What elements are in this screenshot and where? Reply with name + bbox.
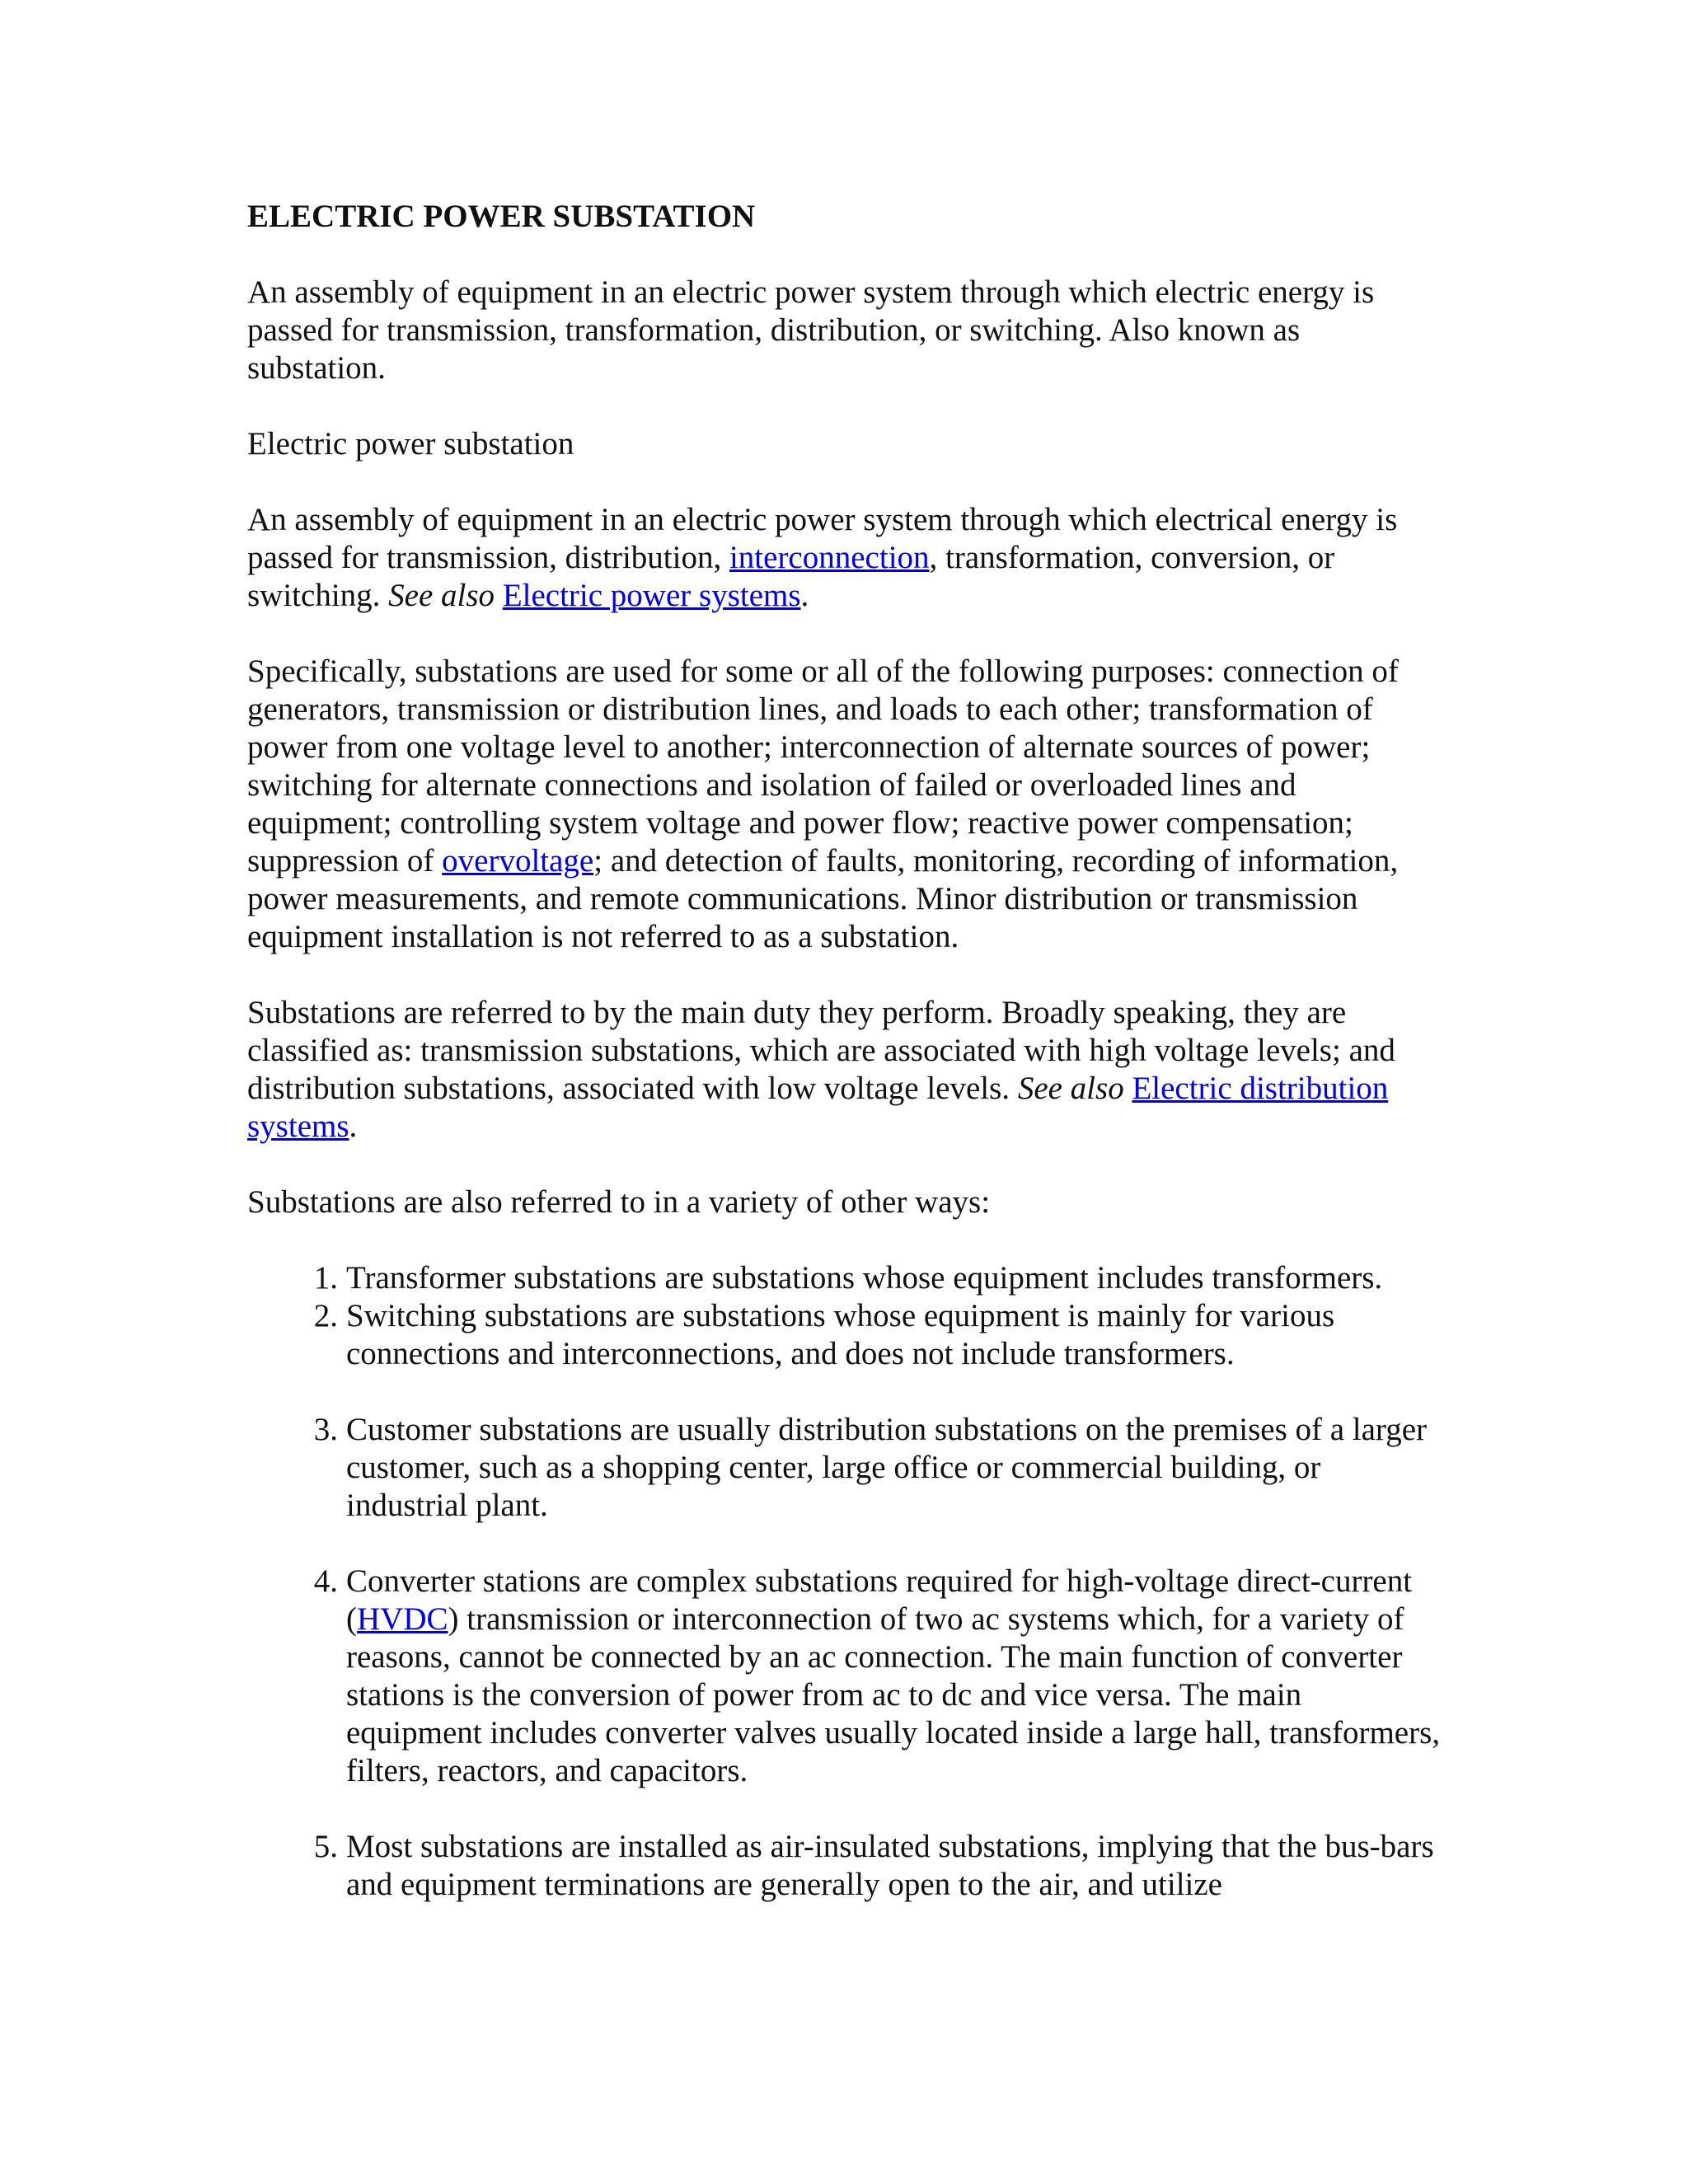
list-item <box>247 1297 1442 1373</box>
list-number: 1. <box>313 1260 338 1296</box>
link-hvdc[interactable]: HVDC <box>357 1601 448 1637</box>
short-definition: An assembly of equipment in an electric power system through which electric energy is passed for transmission, transformation, distribution, or switching. Also known as substation. <box>247 274 1375 386</box>
list-number: 3. <box>313 1412 338 1447</box>
paragraph-classification <box>247 994 1442 1146</box>
text-run: . <box>349 1108 358 1144</box>
paragraph-other-ways: Substations are also referred to in a variety of other ways: <box>247 1184 991 1220</box>
list-number: 2. <box>313 1298 338 1333</box>
see-also-label: See also <box>388 578 495 613</box>
text-run <box>495 578 503 613</box>
list-item-text: Customer substations are usually distribution substations on the premises of a larger customer, such as a shopping center, large office or commercial building, or industrial plant. <box>346 1412 1428 1523</box>
document-page <box>247 198 1442 1904</box>
text-run: , transformation, conversion, or switching. <box>247 540 1335 613</box>
list-number: 5. <box>313 1829 338 1864</box>
link-electric-distribution-systems[interactable]: Electric distribution systems <box>247 1071 1389 1144</box>
text-run: An assembly of equipment in an electric power system through which electrical energy is passed for transmission, distribution, <box>247 502 1398 575</box>
text-run: Converter stations are complex substations required for high-voltage direct-current ( <box>346 1563 1413 1637</box>
section-heading: Electric power substation <box>247 426 574 462</box>
list-number: 4. <box>313 1563 338 1599</box>
list-item <box>247 1828 1442 1904</box>
document-title: ELECTRIC POWER SUBSTATION <box>247 199 756 234</box>
list-item-text: Most substations are installed as air-insulated substations, implying that the bus-bars and equipment terminations are generally open to the air, and utilize <box>346 1829 1434 1902</box>
link-overvoltage[interactable]: overvoltage <box>442 843 594 879</box>
list-item <box>247 1411 1442 1525</box>
list-item <box>247 1259 1442 1297</box>
substation-types-list <box>247 1259 1442 1904</box>
text-run: ) transmission or interconnection of two ac systems which, for a variety of reasons, cannot be connected by an ac connection. The main function of converter stations is the conversion of power from ac to dc and vice versa. The main equipment includes converter valves usually located inside a large hall, transformers, filters, reactors, and capacitors. <box>346 1601 1441 1788</box>
paragraph-definition <box>247 501 1442 615</box>
link-electric-power-systems[interactable]: Electric power systems <box>502 578 801 613</box>
text-run: . <box>800 578 809 613</box>
list-item <box>247 1563 1442 1790</box>
list-item-text: Switching substations are substations whose equipment is mainly for various connections and interconnections, and does not include transformers. <box>346 1298 1335 1371</box>
text-run: ; and detection of faults, monitoring, recording of information, power measurements, and remote communications. Minor distribution or transmission equipment installation is not referred to as a substation. <box>247 843 1399 954</box>
text-run <box>1124 1071 1132 1106</box>
see-also-label: See also <box>1017 1071 1124 1106</box>
link-interconnection[interactable]: interconnection <box>729 540 930 575</box>
paragraph-purposes <box>247 653 1442 956</box>
list-item-text: Transformer substations are substations whose equipment includes transformers. <box>346 1260 1383 1296</box>
text-run: Substations are referred to by the main duty they perform. Broadly speaking, they are classified as: transmission substations, which are associated with high voltage levels; and distribution substations, associated with low voltage levels. <box>247 995 1395 1106</box>
text-run: Specifically, substations are used for some or all of the following purposes: connection of generators, transmission or distribution lines, and loads to each other; transformation of power from one voltage level to another; interconnection of alternate sources of power; switching for alternate connections and isolation of failed or overloaded lines and equipment; controlling system voltage and power flow; reactive power compensation; suppression of <box>247 654 1399 879</box>
